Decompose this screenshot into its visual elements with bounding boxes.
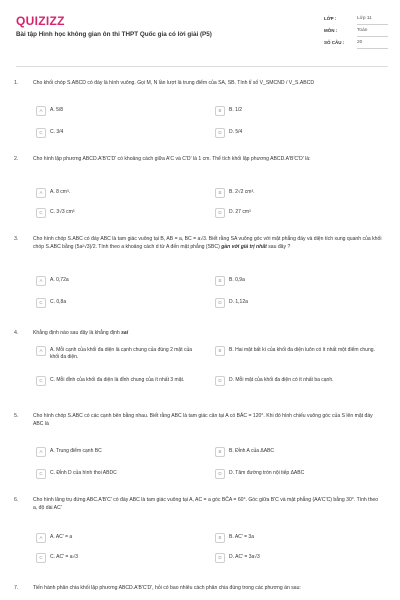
meta-row-class bbox=[324, 13, 388, 25]
option-a[interactable] bbox=[33, 531, 204, 545]
option-letter: B bbox=[215, 533, 225, 543]
option-letter: D bbox=[215, 128, 225, 138]
option-letter: A bbox=[36, 447, 46, 457]
option-letter: C bbox=[36, 376, 46, 386]
option-a[interactable] bbox=[33, 186, 204, 200]
option-text: C. AC' = a√3 bbox=[50, 554, 79, 560]
meta-value-count: 20 bbox=[357, 37, 388, 49]
question-1 bbox=[14, 80, 390, 150]
option-letter: A bbox=[36, 106, 46, 116]
meta-label-count: SỐ CÂU : bbox=[324, 39, 345, 45]
option-d[interactable] bbox=[212, 551, 383, 565]
option-text: A. 5/8 bbox=[50, 107, 64, 113]
question-number: 3. bbox=[14, 236, 19, 242]
option-text: B. AC' = 3a bbox=[229, 534, 254, 540]
option-letter: D bbox=[215, 376, 225, 386]
question-number: 2. bbox=[14, 156, 19, 162]
option-letter: C bbox=[36, 128, 46, 138]
option-letter: C bbox=[36, 553, 46, 563]
question-4 bbox=[14, 330, 390, 410]
option-c[interactable] bbox=[33, 374, 204, 388]
option-letter: B bbox=[215, 106, 225, 116]
option-d[interactable] bbox=[212, 374, 383, 388]
option-c[interactable] bbox=[33, 126, 204, 140]
option-letter: C bbox=[36, 469, 46, 479]
question-text: Cho khối chóp S.ABCD có đáy là hình vuông. Gọi M, N lần lượt là trung điểm của SA, SB. Tính tỉ số V_SMCND / V_S.ABCD bbox=[33, 80, 314, 86]
option-letter: B bbox=[215, 346, 225, 356]
option-d[interactable] bbox=[212, 296, 383, 310]
worksheet-title: Bài tập Hình học không gian ôn thi THPT Quốc gia có lời giải (P5) bbox=[16, 31, 212, 38]
question-text bbox=[33, 330, 383, 338]
question-emphasis: sai bbox=[121, 330, 129, 336]
worksheet-meta bbox=[324, 13, 388, 49]
question-text: Tiến hành phân chia khối lập phương ABCD.A'B'C'D', hỏi có bao nhiêu cách phân chia đúng trong các phương án sau: bbox=[33, 585, 301, 591]
option-a[interactable] bbox=[33, 445, 204, 459]
question-text-part: Khẳng định nào sau đây là khẳng định bbox=[33, 330, 122, 336]
option-letter: A bbox=[36, 188, 46, 198]
option-c[interactable] bbox=[33, 206, 204, 220]
option-letter: D bbox=[215, 469, 225, 479]
option-text: D. Tâm đường tròn nội tiếp ΔABC bbox=[229, 470, 305, 476]
option-text: B. 0,9a bbox=[229, 277, 245, 283]
option-letter: B bbox=[215, 447, 225, 457]
option-letter: A bbox=[36, 276, 46, 286]
option-a[interactable] bbox=[33, 274, 204, 288]
option-c[interactable] bbox=[33, 296, 204, 310]
option-letter: A bbox=[36, 533, 46, 543]
meta-row-count bbox=[324, 37, 388, 49]
option-text: B. 2√2 cm³. bbox=[229, 189, 255, 195]
question-6 bbox=[14, 497, 390, 577]
option-letter: D bbox=[215, 298, 225, 308]
meta-value-subject: Toán bbox=[357, 25, 388, 37]
option-text: D. AC' = 3a√3 bbox=[229, 554, 260, 560]
option-b[interactable] bbox=[212, 344, 383, 358]
worksheet-header bbox=[0, 0, 400, 62]
option-text: B. 1/2 bbox=[229, 107, 243, 113]
option-text: D. 27 cm³ bbox=[229, 209, 251, 215]
option-b[interactable] bbox=[212, 445, 383, 459]
header-divider bbox=[16, 66, 388, 67]
option-text: A. AC' = a bbox=[50, 534, 73, 540]
option-b[interactable] bbox=[212, 274, 383, 288]
option-letter: D bbox=[215, 208, 225, 218]
option-text: D. Mỗi mặt của khối đa diện có ít nhất ba cạnh. bbox=[229, 377, 334, 383]
question-number: 4. bbox=[14, 330, 19, 336]
option-text: A. Mỗi cạnh của khối đa diện là cạnh chung của đúng 2 mặt của khối đa diện. bbox=[50, 347, 193, 360]
option-text: C. Mỗi đỉnh của khối đa diện là đỉnh chung của ít nhất 3 mặt. bbox=[50, 377, 185, 383]
question-emphasis: gần với giá trị nhất bbox=[221, 243, 267, 250]
question-text: Cho hình chóp S.ABC có các cạnh bên bằng nhau. Biết rằng ABC là tam giác cân tại A có BÂC = 120°. Khi đó hình chiếu vuông góc của S lên mặt đáy ABC là bbox=[33, 413, 373, 427]
option-letter: B bbox=[215, 188, 225, 198]
option-b[interactable] bbox=[212, 104, 383, 118]
option-letter: D bbox=[215, 553, 225, 563]
option-text: A. Trung điểm cạnh BC bbox=[50, 448, 102, 454]
meta-label-subject: MÔN : bbox=[324, 27, 338, 33]
option-letter: C bbox=[36, 298, 46, 308]
option-text: C. 0,8a bbox=[50, 299, 67, 305]
option-text: C. Đỉnh D của hình thoi ABDC bbox=[50, 470, 117, 476]
question-text bbox=[33, 236, 383, 252]
question-text-part: Cho hình chóp S.ABC có đáy ABC là tam giác vuông tại B, AB = a, BC = a√3. Biết rằng SA vuông góc với mặt phẳng đáy và diện tích xung quanh của khối chóp S.ABC bằng (5a²√3)/2. Tính theo a khoảng cách d từ A đến mặt phẳng (SBC) bbox=[33, 236, 382, 250]
option-text: D. 5/4 bbox=[229, 129, 243, 135]
question-5 bbox=[14, 413, 390, 493]
question-text-part: sau đây ? bbox=[266, 243, 291, 250]
option-letter: C bbox=[36, 208, 46, 218]
question-number: 6. bbox=[14, 497, 19, 503]
option-text: B. Đỉnh A của ΔABC bbox=[229, 448, 275, 454]
option-b[interactable] bbox=[212, 186, 383, 200]
meta-value-class: Lớp 11 bbox=[357, 13, 388, 25]
question-text: Cho hình lập phương ABCD.A'B'C'D' có khoảng cách giữa A'C và C'D' là 1 cm. Thể tích khối lập phương ABCD.A'B'C'D' là: bbox=[33, 156, 311, 162]
option-a[interactable] bbox=[33, 344, 204, 363]
option-d[interactable] bbox=[212, 126, 383, 140]
option-text: C. 3√3 cm³ bbox=[50, 209, 75, 215]
option-letter: A bbox=[36, 346, 46, 356]
option-d[interactable] bbox=[212, 206, 383, 220]
question-3 bbox=[14, 236, 390, 320]
option-text: B. Hai mặt bất kì của khối đa diện luôn có ít nhất một điểm chung. bbox=[229, 347, 375, 353]
option-c[interactable] bbox=[33, 467, 204, 481]
option-text: A. 8 cm³. bbox=[50, 189, 71, 195]
question-number: 5. bbox=[14, 413, 19, 419]
quizizz-logo: QUIZIZZ bbox=[16, 14, 65, 28]
meta-label-class: LỚP : bbox=[324, 15, 337, 21]
option-text: A. 0,72a bbox=[50, 277, 69, 283]
option-b[interactable] bbox=[212, 531, 383, 545]
option-c[interactable] bbox=[33, 551, 204, 565]
option-a[interactable] bbox=[33, 104, 204, 118]
question-number: 1. bbox=[14, 80, 19, 86]
question-7 bbox=[14, 585, 390, 600]
option-text: C. 3/4 bbox=[50, 129, 64, 135]
question-number: 7. bbox=[14, 585, 19, 591]
question-2 bbox=[14, 156, 390, 226]
question-text: Cho hình lăng trụ đứng ABC.A'B'C' có đáy ABC là tam giác vuông tại A, AC = a góc BĈA = 60°. Góc giữa B'C và mặt phẳng (AA'C'C) bằng 30°. Tính theo a, độ dài AC' bbox=[33, 497, 379, 511]
meta-row-subject bbox=[324, 25, 388, 37]
option-letter: B bbox=[215, 276, 225, 286]
option-text: D. 1,12a bbox=[229, 299, 248, 305]
option-d[interactable] bbox=[212, 467, 383, 481]
